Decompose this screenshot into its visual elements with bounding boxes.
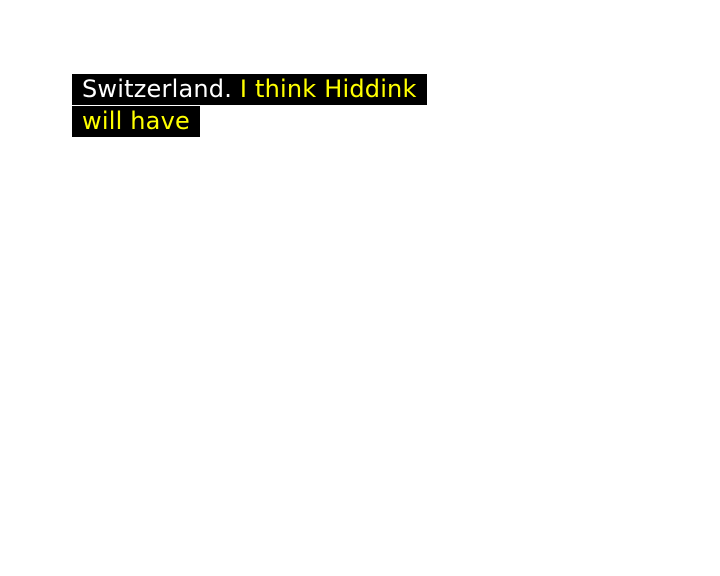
caption-line-2 (72, 106, 427, 138)
caption-line-2-background (72, 106, 200, 137)
caption-text-yellow-speaker: I think Hiddink (239, 75, 417, 103)
caption-line-1-background (72, 74, 427, 105)
caption-text-white-speaker: Switzerland. (82, 75, 233, 103)
subtitle-caption (72, 74, 427, 138)
caption-line-1 (72, 74, 427, 106)
caption-text-yellow-speaker-continued: will have (82, 107, 190, 135)
